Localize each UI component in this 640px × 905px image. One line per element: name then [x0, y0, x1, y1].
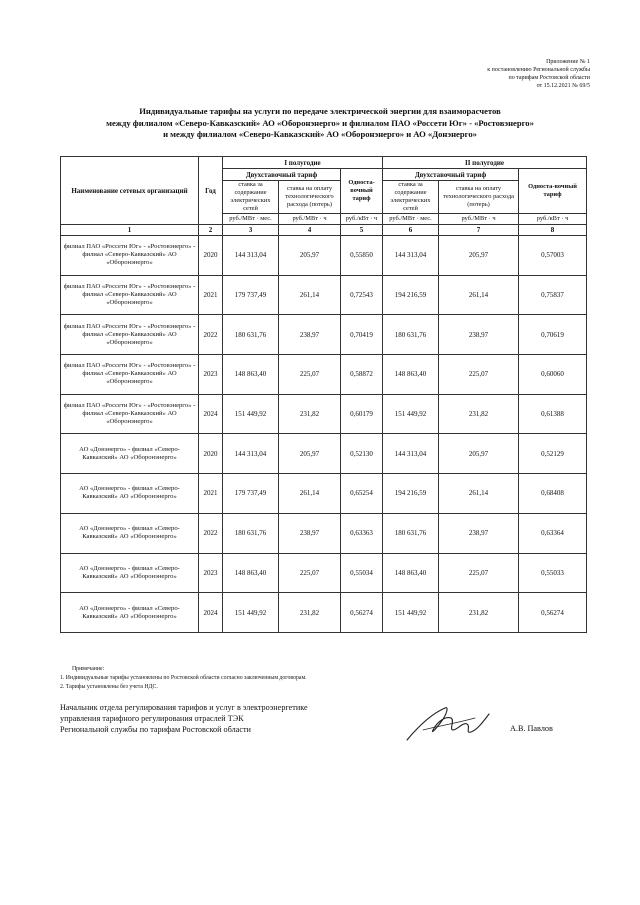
org-name-cell: филиал ПАО «Россети Юг» - «Ростовэнерго» - филиал «Северо-Кавказский» АО «Оборонэнерго»	[61, 275, 199, 315]
half1-maintenance-rate: 148 863,40	[223, 553, 279, 593]
appendix-line: по тарифам Ростовской области	[508, 75, 590, 81]
half2-loss-rate: 238,97	[439, 513, 519, 553]
org-name-cell: филиал ПАО «Россети Юг» - «Ростовэнерго» - филиал «Северо-Кавказский» АО «Оборонэнерго»	[61, 355, 199, 395]
half1-loss-rate: 261,14	[279, 474, 341, 514]
half2-loss-rate: 231,82	[439, 394, 519, 434]
note-item: 1. Индивидуальные тарифы установлены по Ростовской области согласно заключенным договорам.	[60, 675, 307, 681]
half1-maintenance-rate: 144 313,04	[223, 434, 279, 474]
handwritten-signature	[393, 700, 493, 755]
half1-one-part-rate: 0,58872	[341, 355, 383, 395]
half2-maintenance-rate: 180 631,76	[383, 513, 439, 553]
two-part-tariff-header: Двухставочный тариф	[383, 169, 519, 181]
year-cell: 2021	[199, 474, 223, 514]
column-number: 6	[383, 225, 439, 236]
document-title	[40, 106, 600, 141]
half2-maintenance-rate: 180 631,76	[383, 315, 439, 355]
half1-maintenance-rate: 151 449,92	[223, 593, 279, 633]
half2-one-part-rate: 0,75837	[519, 275, 587, 315]
half1-maintenance-rate: 179 737,49	[223, 275, 279, 315]
half1-one-part-rate: 0,55850	[341, 236, 383, 276]
column-number: 7	[439, 225, 519, 236]
table-row	[61, 355, 587, 395]
half2-maintenance-rate: 151 449,92	[383, 593, 439, 633]
half1-header: I полугодие	[223, 157, 383, 169]
half2-loss-rate: 261,14	[439, 474, 519, 514]
year-cell: 2024	[199, 394, 223, 434]
unit-one-part: руб./кВт · ч	[519, 214, 587, 225]
half1-one-part-rate: 0,60179	[341, 394, 383, 434]
half2-one-part-rate: 0,60060	[519, 355, 587, 395]
year-cell: 2022	[199, 315, 223, 355]
appendix-line: к постановлению Региональной службы	[487, 67, 590, 73]
org-name-cell: АО «Донэнерго» - филиал «Северо-Кавказский» АО «Оборонэнерго»	[61, 593, 199, 633]
half1-loss-rate: 238,97	[279, 513, 341, 553]
year-cell: 2022	[199, 513, 223, 553]
half2-loss-rate: 205,97	[439, 434, 519, 474]
org-name-cell: филиал ПАО «Россети Юг» - «Ростовэнерго» - филиал «Северо-Кавказский» АО «Оборонэнерго»	[61, 236, 199, 276]
year-cell: 2023	[199, 553, 223, 593]
two-part-tariff-header: Двухставочный тариф	[223, 169, 341, 181]
unit-loss: руб./МВт · ч	[439, 214, 519, 225]
org-name-cell: филиал ПАО «Россети Юг» - «Ростовэнерго» - филиал «Северо-Кавказский» АО «Оборонэнерго»	[61, 394, 199, 434]
half2-one-part-rate: 0,52129	[519, 434, 587, 474]
column-number: 2	[199, 225, 223, 236]
column-number: 5	[341, 225, 383, 236]
signer-name: А.В. Павлов	[510, 724, 553, 733]
half2-one-part-rate: 0,57003	[519, 236, 587, 276]
half2-one-part-rate: 0,68408	[519, 474, 587, 514]
maintenance-rate-header: ставка за содержание электрических сетей	[223, 181, 279, 214]
signature-block	[60, 702, 308, 735]
half2-one-part-rate: 0,55033	[519, 553, 587, 593]
table-row	[61, 593, 587, 633]
maintenance-rate-header: ставка за содержание электрических сетей	[383, 181, 439, 214]
table-row	[61, 236, 587, 276]
half1-maintenance-rate: 180 631,76	[223, 315, 279, 355]
tariff-rows	[61, 236, 587, 633]
year-cell: 2023	[199, 355, 223, 395]
half2-maintenance-rate: 151 449,92	[383, 394, 439, 434]
half1-loss-rate: 238,97	[279, 315, 341, 355]
loss-rate-header: ставка на оплату технологического расхода (потерь)	[439, 181, 519, 214]
half2-header: II полугодие	[383, 157, 587, 169]
half1-loss-rate: 225,07	[279, 355, 341, 395]
signer-position-line: управления тарифного регулирования отраслей ТЭК	[60, 714, 244, 723]
half1-one-part-rate: 0,55034	[341, 553, 383, 593]
column-number: 1	[61, 225, 199, 236]
table-row	[61, 553, 587, 593]
unit-loss: руб./МВт · ч	[279, 214, 341, 225]
column-number: 3	[223, 225, 279, 236]
table-row	[61, 513, 587, 553]
half1-loss-rate: 225,07	[279, 553, 341, 593]
half1-loss-rate: 231,82	[279, 394, 341, 434]
half1-loss-rate: 205,97	[279, 434, 341, 474]
year-cell: 2020	[199, 434, 223, 474]
half2-one-part-rate: 0,70619	[519, 315, 587, 355]
half2-maintenance-rate: 148 863,40	[383, 553, 439, 593]
title-line: между филиалом «Северо-Кавказский» АО «Оборонэнерго» и филиалом ПАО «Россети Юг» - «Ростовэнерго»	[106, 117, 534, 128]
org-name-cell: АО «Донэнерго» - филиал «Северо-Кавказский» АО «Оборонэнерго»	[61, 434, 199, 474]
year-cell: 2021	[199, 275, 223, 315]
year-cell: 2020	[199, 236, 223, 276]
half1-loss-rate: 205,97	[279, 236, 341, 276]
unit-maintenance: руб./МВт · мес.	[223, 214, 279, 225]
half2-loss-rate: 231,82	[439, 593, 519, 633]
half2-loss-rate: 225,07	[439, 355, 519, 395]
half1-maintenance-rate: 144 313,04	[223, 236, 279, 276]
half1-one-part-rate: 0,70419	[341, 315, 383, 355]
org-name-cell: АО «Донэнерго» - филиал «Северо-Кавказский» АО «Оборонэнерго»	[61, 474, 199, 514]
title-line: Индивидуальные тарифы на услуги по передаче электрической энергии для взаиморасчетов	[139, 106, 501, 116]
notes-heading: Примечание:	[72, 666, 105, 672]
note-item: 2. Тарифы установлены без учета НДС.	[60, 684, 158, 690]
table-row	[61, 394, 587, 434]
half2-maintenance-rate: 144 313,04	[383, 236, 439, 276]
half1-one-part-rate: 0,52130	[341, 434, 383, 474]
half1-maintenance-rate: 179 737,49	[223, 474, 279, 514]
loss-rate-header: ставка на оплату технологического расхода (потерь)	[279, 181, 341, 214]
appendix-line: от 15.12.2021 № 69/5	[536, 83, 590, 89]
unit-one-part: руб./кВт · ч	[341, 214, 383, 225]
year-column-header: Год	[199, 157, 223, 225]
half2-loss-rate: 225,07	[439, 553, 519, 593]
half1-maintenance-rate: 148 863,40	[223, 355, 279, 395]
column-number: 4	[279, 225, 341, 236]
org-column-header: Наименование сетевых организаций	[61, 157, 199, 225]
table-row	[61, 474, 587, 514]
half2-loss-rate: 205,97	[439, 236, 519, 276]
org-name-cell: АО «Донэнерго» - филиал «Северо-Кавказский» АО «Оборонэнерго»	[61, 513, 199, 553]
half1-one-part-rate: 0,65254	[341, 474, 383, 514]
half2-loss-rate: 261,14	[439, 275, 519, 315]
half1-maintenance-rate: 180 631,76	[223, 513, 279, 553]
half1-one-part-rate: 0,56274	[341, 593, 383, 633]
one-part-tariff-header: Односта-вочный тариф	[519, 169, 587, 214]
appendix-reference	[390, 58, 590, 90]
half2-loss-rate: 238,97	[439, 315, 519, 355]
half1-maintenance-rate: 151 449,92	[223, 394, 279, 434]
table-row	[61, 315, 587, 355]
half1-loss-rate: 261,14	[279, 275, 341, 315]
half2-one-part-rate: 0,61388	[519, 394, 587, 434]
table-row	[61, 434, 587, 474]
appendix-line: Приложение № 1	[546, 59, 590, 65]
half1-one-part-rate: 0,63363	[341, 513, 383, 553]
half2-maintenance-rate: 148 863,40	[383, 355, 439, 395]
one-part-tariff-header: Односта-вочный тариф	[341, 169, 383, 214]
half2-maintenance-rate: 144 313,04	[383, 434, 439, 474]
half2-maintenance-rate: 194 216,59	[383, 474, 439, 514]
half2-one-part-rate: 0,56274	[519, 593, 587, 633]
year-cell: 2024	[199, 593, 223, 633]
signature-drawing	[393, 700, 493, 750]
org-name-cell: филиал ПАО «Россети Юг» - «Ростовэнерго» - филиал «Северо-Кавказский» АО «Оборонэнерго»	[61, 315, 199, 355]
half1-one-part-rate: 0,72543	[341, 275, 383, 315]
org-name-cell: АО «Донэнерго» - филиал «Северо-Кавказский» АО «Оборонэнерго»	[61, 553, 199, 593]
tariff-table	[60, 156, 587, 633]
half2-one-part-rate: 0,63364	[519, 513, 587, 553]
half2-maintenance-rate: 194 216,59	[383, 275, 439, 315]
half1-loss-rate: 231,82	[279, 593, 341, 633]
signer-position-line: Начальник отдела регулирования тарифов и услуг в электроэнергетике	[60, 703, 308, 712]
signer-position-line: Региональной службы по тарифам Ростовской области	[60, 725, 251, 734]
table-row	[61, 275, 587, 315]
title-line: и между филиалом «Северо-Кавказский» АО «Оборонэнерго» и АО «Донэнерго»	[163, 129, 477, 139]
unit-maintenance: руб./МВт · мес.	[383, 214, 439, 225]
column-number: 8	[519, 225, 587, 236]
notes	[60, 665, 307, 692]
